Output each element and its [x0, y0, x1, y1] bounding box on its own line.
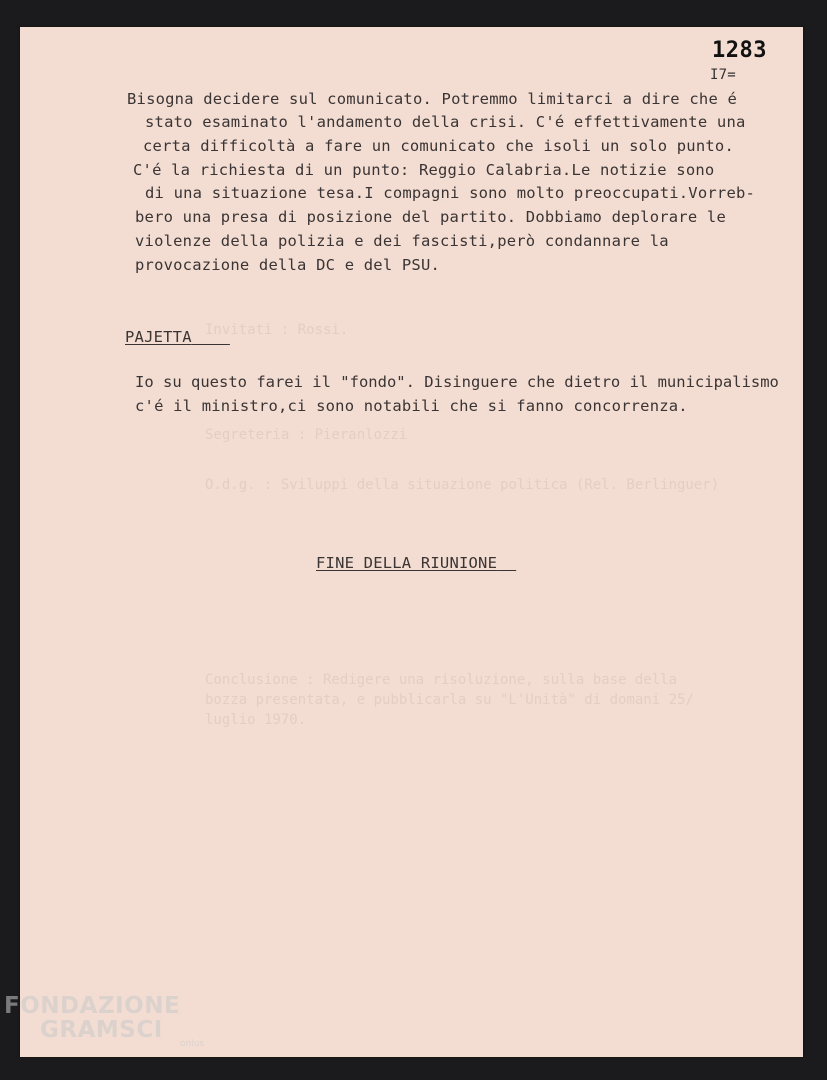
closing-heading: [316, 556, 516, 572]
closing-underline-tail: [497, 554, 516, 572]
text-line: violenze della polizia e dei fascisti,però condannare la: [135, 232, 669, 250]
text-line: Io su questo farei il "fondo". Disinguere che dietro il municipalismo: [135, 373, 779, 391]
watermark-line-1: FONDAZIONE: [4, 993, 181, 1019]
bleed-through-text: Segreteria : Pieranlozzi: [205, 427, 408, 443]
speaker-name: PAJETTA: [125, 328, 192, 346]
text-line: Bisogna decidere sul comunicato. Potremmo limitarci a dire che é: [127, 90, 738, 108]
bleed-through-text: luglio 1970.: [205, 712, 307, 728]
speaker-heading: [125, 330, 230, 346]
text-line: c'é il ministro,ci sono notabili che si fanno concorrenza.: [135, 397, 688, 415]
text-line: provocazione della DC e del PSU.: [135, 256, 441, 274]
text-line: stato esaminato l'andamento della crisi. C'é effettivamente una: [145, 113, 746, 131]
text-line: di una situazione tesa.I compagni sono molto preoccupati.Vorreb-: [145, 184, 756, 202]
watermark-line-2: GRAMSCI: [40, 1017, 163, 1043]
closing-text: FINE DELLA RIUNIONE: [316, 554, 498, 572]
bleed-through-text: O.d.g. : Sviluppi della situazione politica (Rel. Berlinguer): [205, 477, 720, 493]
watermark-line-3: onlus: [180, 1039, 205, 1049]
page-number: I7=: [710, 67, 736, 83]
text-line: C'é la richiesta di un punto: Reggio Calabria.Le notizie sono: [133, 161, 715, 179]
text-line: bero una presa di posizione del partito. Dobbiamo deplorare le: [135, 208, 726, 226]
text-line: certa difficoltà a fare un comunicato che isoli un solo punto.: [143, 137, 734, 155]
bleed-through-text: Invitati : Rossi.: [205, 322, 349, 338]
speaker-underline-tail: [192, 328, 230, 346]
bleed-through-text: bozza presentata, e pubblicarla su "L'Unità" di domani 25/: [205, 692, 694, 708]
document-page: [20, 27, 803, 1057]
bleed-through-text: Conclusione : Redigere una risoluzione, sulla base della: [205, 672, 678, 688]
fondazione-gramsci-watermark-logo: [4, 993, 204, 1049]
archive-stamp-number: 1283: [712, 38, 767, 63]
